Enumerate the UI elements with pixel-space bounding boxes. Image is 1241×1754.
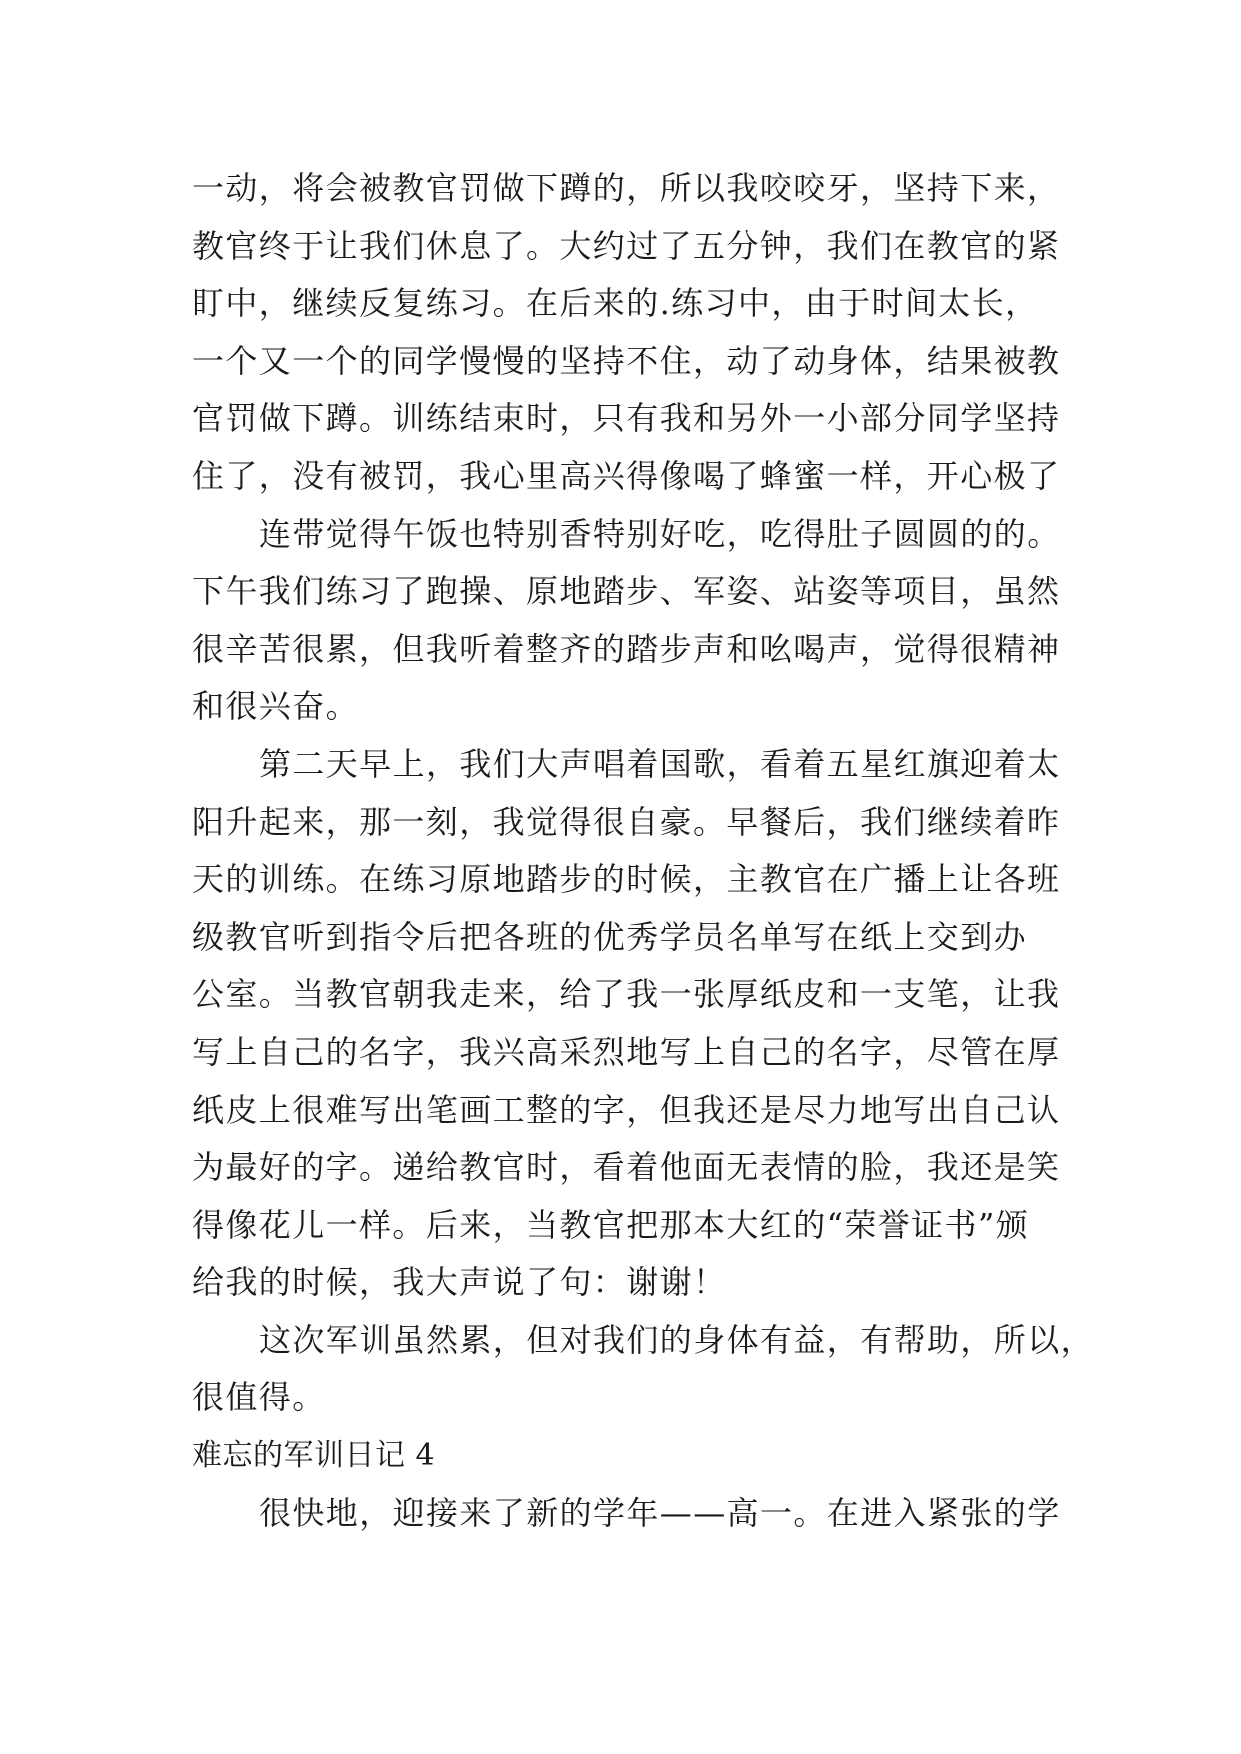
paragraph-start-line: 第二天早上，我们大声唱着国歌，看着五星红旗迎着太	[259, 744, 1061, 783]
text-line: 给我的时候，我大声说了句：谢谢！	[192, 1263, 727, 1302]
text-line: 一动，将会被教官罚做下蹲的，所以我咬咬牙，坚持下来，	[192, 169, 1061, 207]
text-line: 写上自己的名字，我兴高采烈地写上自己的名字，尽管在厚	[192, 1032, 1061, 1071]
text-line: 为最好的字。递给教官时，看着他面无表情的脸，我还是笑	[192, 1148, 1061, 1187]
text-line: 纸皮上很难写出笔画工整的字，但我还是尽力地写出自己认	[192, 1090, 1061, 1129]
text-line: 和很兴奋。	[192, 687, 360, 726]
text-line: 天的训练。在练习原地踏步的时候，主教官在广播上让各班	[192, 860, 1061, 899]
section-heading: 难忘的军训日记 4	[192, 1438, 436, 1474]
text-line: 很辛苦很累，但我听着整齐的踏步声和吆喝声，觉得很精神	[192, 629, 1061, 668]
text-line: 教官终于让我们休息了。大约过了五分钟，我们在教官的紧	[192, 226, 1061, 265]
paragraph-start-line: 这次军训虽然累，但对我们的身体有益，有帮助，所以，	[259, 1320, 1095, 1359]
text-line: 一个又一个的同学慢慢的坚持不住，动了动身体，结果被教	[192, 341, 1061, 380]
text-line: 住了，没有被罚，我心里高兴得像喝了蜂蜜一样，开心极了	[192, 456, 1061, 495]
text-line: 得像花儿一样。后来，当教官把那本大红的“荣誉证书”颁	[192, 1205, 1030, 1244]
text-line: 官罚做下蹲。训练结束时，只有我和另外一小部分同学坚持	[192, 399, 1061, 438]
text-line: 阳升起来，那一刻，我觉得很自豪。早餐后，我们继续着昨	[192, 802, 1061, 841]
paragraph-start-line: 很快地，迎接来了新的学年——高一。在进入紧张的学	[259, 1493, 1061, 1532]
text-line: 很值得。	[192, 1378, 326, 1417]
text-line: 盯中，继续反复练习。在后来的.练习中，由于时间太长，	[192, 284, 1039, 323]
document-body	[192, 160, 1095, 1542]
text-line: 级教官听到指令后把各班的优秀学员名单写在纸上交到办	[192, 917, 1028, 956]
paragraph-start-line: 连带觉得午饭也特别香特别好吃，吃得肚子圆圆的的。	[259, 514, 1061, 553]
text-line: 下午我们练习了跑操、原地踏步、军姿、站姿等项目，虽然	[192, 572, 1061, 611]
text-line: 公室。当教官朝我走来，给了我一张厚纸皮和一支笔，让我	[192, 975, 1061, 1014]
